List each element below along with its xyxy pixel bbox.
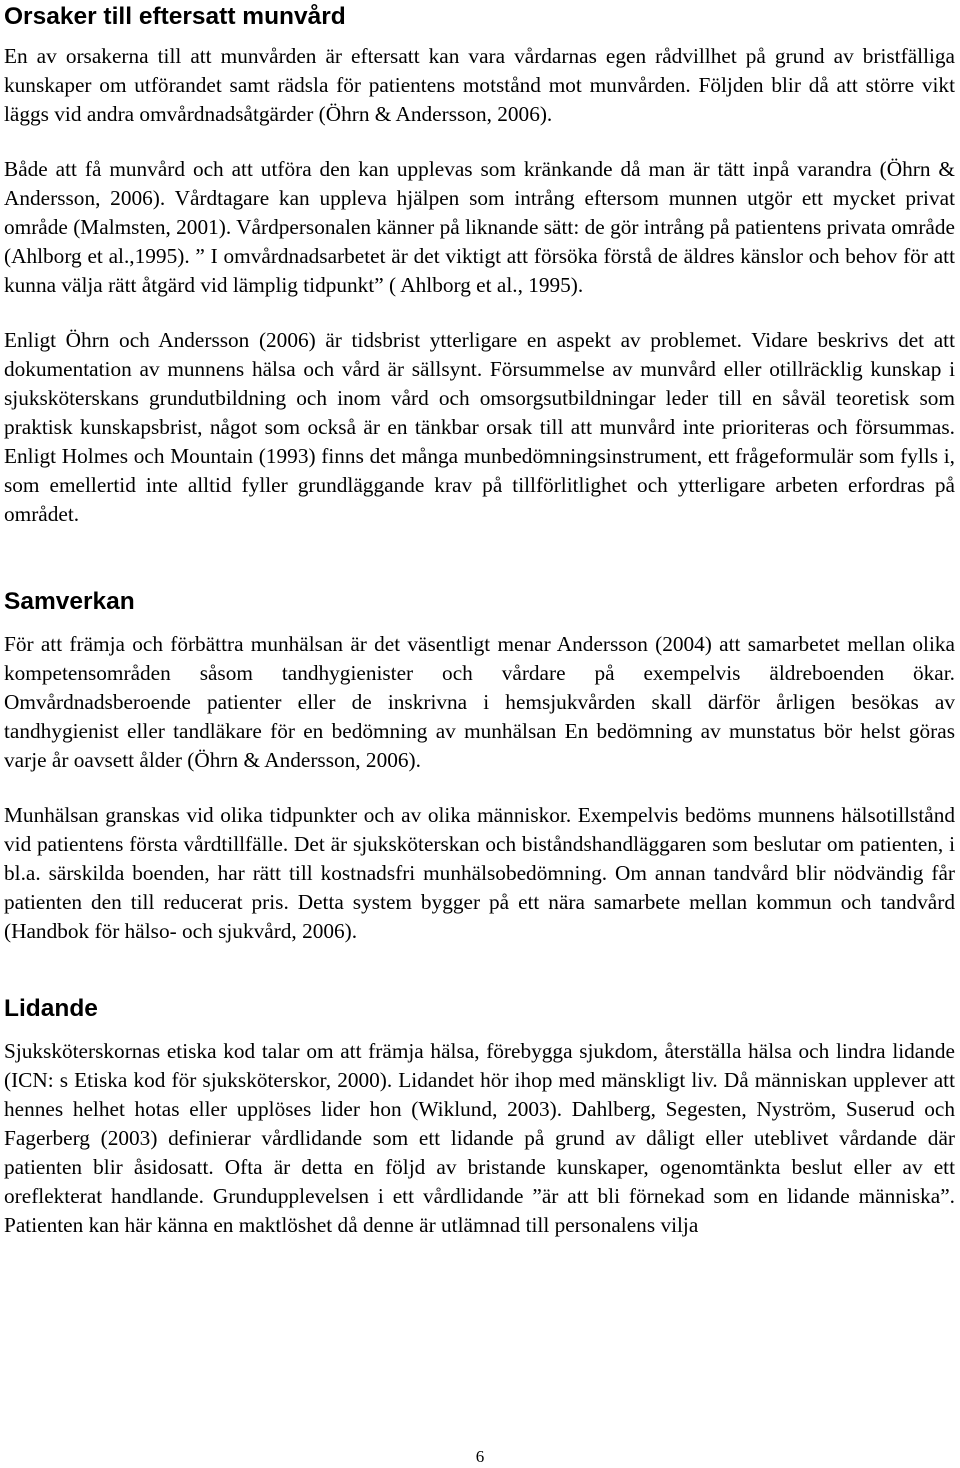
section-heading-orsaker: Orsaker till eftersatt munvård — [4, 3, 346, 30]
document-page — [4, 0, 955, 1240]
paragraph: Sjuksköterskornas etiska kod talar om att främja hälsa, förebygga sjukdom, återställa hälsa och lindra lidande (ICN: s Etiska kod för sjuksköterskor, 2000). Lidandet hör ihop med mänskligt liv. Då människan upplever att hennes helhet hotas eller upplöses lider hon (Wiklund, 2003). Dahlberg, Segesten, Nyström, Suserud och Fagerberg (2003) definierar vårdlidande som ett lidande på grund av dåligt eller uteblivet vårdande där patienten blir åsidosatt. Ofta är detta en följd av bristande kunskaper, ogenomtänkta beslut eller av ett oreflekterat handlande. Grundupplevelsen i ett vårdlidande ”är att bli förnekad som en lidande människa”. Patienten kan här känna en maktlöshet då denne är utlämnad till personalens vilja — [4, 1039, 955, 1237]
paragraph: Både att få munvård och att utföra den kan upplevas som kränkande då man är tätt inpå varandra (Öhrn & Andersson, 2006). Vårdtagare kan uppleva hjälpen som intrång eftersom munnen utgör ett mycket privat område (Malmsten, 2001). Vårdpersonalen känner på liknande sätt: de gör intrång på patientens privata område (Ahlborg et al.,1995). ” I omvårdnadsarbetet är det viktigt att försöka förstå de äldres känslor och behov för att kunna välja rätt åtgärd vid lämplig tidpunkt” ( Ahlborg et al., 1995). — [4, 157, 955, 297]
paragraph: Munhälsan granskas vid olika tidpunkter och av olika människor. Exempelvis bedöms munnens hälsotillstånd vid patientens första vårdtillfälle. Det är sjuksköterskan och biståndshandläggaren som beslutar om patienten, i bl.a. särskilda boenden, har rätt till kostnadsfri munhälsobedömning. Om annan tandvård blir nödvändig får patienten den till reducerat pris. Detta system bygger på ett nära samarbete mellan kommun och tandvård (Handbok för hälso- och sjukvård, 2006). — [4, 803, 955, 943]
paragraph: Enligt Öhrn och Andersson (2006) är tidsbrist ytterligare en aspekt av problemet. Vidare beskrivs det att dokumentation av munnens hälsa och vård är sällsynt. Försummelse av munvård eller otillräcklig kunskap i sjuksköterskans grundutbildning och inom vård och omsorgsutbildningar leder till en såväl teoretisk som praktisk kunskapsbrist, något som också är en tänkbar orsak till att munvård inte prioriteras och försummas. Enligt Holmes och Mountain (1993) finns det många munbedömningsinstrument, ett frågeformulär som fylls i, som emellertid inte alltid fyller grundläggande krav på tillförlitlighet och ytterligare arbeten erfordras på området. — [4, 328, 955, 526]
paragraph: För att främja och förbättra munhälsan är det väsentligt menar Andersson (2004) att samarbetet mellan olika kompetensområden såsom tandhygienister och vårdare på exempelvis äldreboenden ökar. Omvårdnadsberoende patienter eller de inskrivna i hemsjukvården skall därför årligen besökas av tandhygienist eller tandläkare för en bedömning av munhälsan En bedömning av munstatus bör helst göras varje år oavsett ålder (Öhrn & Andersson, 2006). — [4, 632, 955, 772]
page-number: 6 — [475, 1447, 485, 1466]
paragraph: En av orsakerna till att munvården är eftersatt kan vara vårdarnas egen rådvillhet på grund av bristfälliga kunskaper om utförandet samt rädsla för patientens motstånd mot munvården. Följden blir då att större vikt läggs vid andra omvårdnadsåtgärder (Öhrn & Andersson, 2006). — [4, 44, 955, 126]
section-heading-lidande: Lidande — [4, 995, 98, 1022]
section-heading-samverkan: Samverkan — [4, 588, 135, 615]
